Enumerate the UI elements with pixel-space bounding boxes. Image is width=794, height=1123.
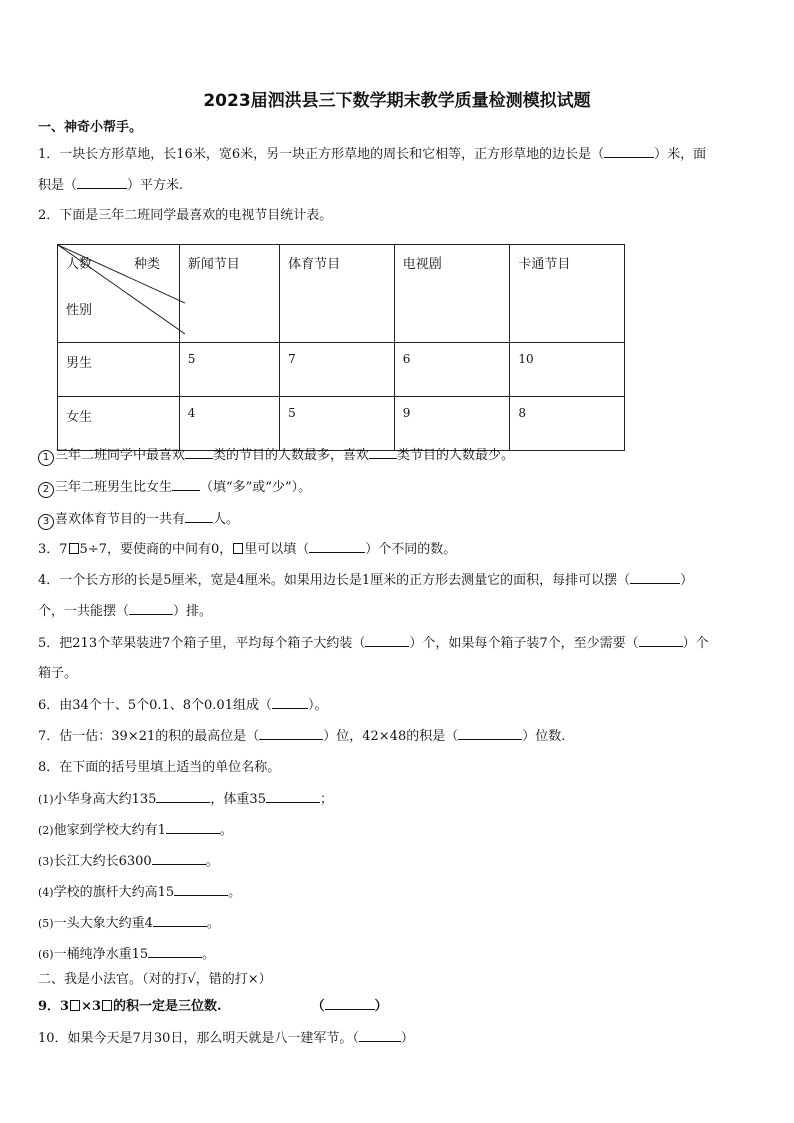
table-row-label: 女生	[58, 397, 180, 451]
answer-blank[interactable]	[174, 883, 228, 896]
answer-blank[interactable]	[148, 945, 202, 958]
page-title: 2023届泗洪县三下数学期末教学质量检测模拟试题	[203, 91, 591, 111]
question-6: 6．由34个十、5个0.1、8个0.01组成（ ）。	[38, 698, 328, 713]
answer-blank[interactable]	[604, 145, 654, 158]
blank-box-icon	[69, 543, 79, 554]
question-1-line-2: 积是（ ）平方米.	[38, 178, 184, 193]
question-10: 10．如果今天是7月30日，那么明天就是八一建军节。（ ）	[38, 1031, 414, 1046]
question-2-sub-3: 3 喜欢体育节目的一共有 人。	[38, 510, 239, 530]
answer-blank[interactable]	[630, 571, 680, 584]
question-9: 9．3 ×3 的积一定是三位数. （ ）	[38, 999, 388, 1014]
answer-blank[interactable]	[272, 696, 308, 709]
question-7: 7．估一估：39×21的积的最高位是（ ）位，42×48的积是（ ）位数.	[38, 729, 566, 744]
answer-blank[interactable]	[185, 446, 213, 459]
table-header-row	[58, 245, 625, 343]
question-8-item-2: (2)他家到学校大约有1 。	[38, 823, 233, 838]
table-cell: 9	[394, 397, 510, 451]
table-cell: 10	[510, 343, 625, 397]
question-2-intro: 2．下面是三年二班同学最喜欢的电视节目统计表。	[38, 208, 333, 223]
answer-blank[interactable]	[325, 997, 375, 1010]
table-header-cell: 电视剧	[394, 245, 510, 343]
blank-box-icon	[233, 543, 243, 554]
table-cell: 6	[394, 343, 510, 397]
table-header-cell: 新闻节目	[179, 245, 279, 343]
answer-blank[interactable]	[152, 852, 206, 865]
section-heading-1: 一、神奇小帮手。	[38, 120, 143, 135]
table-cell: 4	[179, 397, 279, 451]
answer-blank[interactable]	[639, 634, 683, 647]
table-row	[58, 343, 625, 397]
question-8-item-4: (4)学校的旗杆大约高15 。	[38, 885, 242, 900]
answer-blank[interactable]	[266, 790, 320, 803]
tv-program-table	[57, 244, 625, 451]
question-8-intro: 8．在下面的括号里填上适当的单位名称。	[38, 760, 281, 775]
answer-blank[interactable]	[365, 634, 409, 647]
question-8-item-6: (6)一桶纯净水重15 。	[38, 947, 216, 962]
table-cell: 7	[280, 343, 395, 397]
answer-blank[interactable]	[359, 1029, 401, 1042]
corner-label-top-right: 种类	[134, 257, 161, 272]
answer-blank[interactable]	[458, 727, 522, 740]
blank-box-icon	[70, 1000, 80, 1011]
table-corner-cell	[58, 245, 180, 343]
corner-label-bottom: 性别	[66, 303, 93, 318]
table-cell: 8	[510, 397, 625, 451]
circled-number: 1	[38, 450, 54, 466]
question-4-line-1: 4．一个长方形的长是5厘米，宽是4厘米。如果用边长是1厘米的正方形去测量它的面积，每排可以摆（ ）	[38, 573, 694, 588]
circled-number: 3	[38, 514, 54, 530]
answer-blank[interactable]	[172, 478, 200, 491]
question-8-item-3: (3)长江大约长6300 。	[38, 854, 219, 869]
blank-box-icon	[102, 1000, 112, 1011]
question-2-sub-2: 2 三年二班男生比女生 （填“多”或“少”）。	[38, 478, 311, 498]
question-1-line-1: 1．一块长方形草地，长16米，宽6米，另一块正方形草地的周长和它相等，正方形草地的边长是（ ）米，面	[38, 147, 707, 162]
question-8-item-5: (5)一头大象大约重4 。	[38, 916, 220, 931]
section-heading-2: 二、我是小法官。（对的打√，错的打×）	[38, 972, 272, 987]
question-2-sub-1: 1 三年二班同学中最喜欢 类的节目的人数最多，喜欢 类节目的人数最少。	[38, 446, 514, 466]
answer-blank[interactable]	[185, 510, 213, 523]
answer-blank[interactable]	[153, 914, 207, 927]
table-cell: 5	[179, 343, 279, 397]
answer-blank[interactable]	[77, 176, 127, 189]
question-5-line-2: 箱子。	[38, 666, 78, 681]
circled-number: 2	[38, 482, 54, 498]
answer-blank[interactable]	[259, 727, 323, 740]
question-8-item-1: (1)小华身高大约135 ，体重35 ；	[38, 792, 333, 807]
table-cell: 5	[280, 397, 395, 451]
question-5-line-1: 5．把213个苹果装进7个箱子里，平均每个箱子大约装（ ）个，如果每个箱子装7个，至少需要（ ）个	[38, 636, 709, 651]
table-header-cell: 体育节目	[280, 245, 395, 343]
answer-blank[interactable]	[129, 602, 173, 615]
answer-blank[interactable]	[369, 446, 397, 459]
table-row-label: 男生	[58, 343, 180, 397]
corner-label-top-left: 人数	[66, 257, 93, 272]
question-3: 3．7 5÷7，要使商的中间有0， 里可以填（ ）个不同的数。	[38, 542, 457, 557]
answer-blank[interactable]	[156, 790, 210, 803]
table-row	[58, 397, 625, 451]
table-header-cell: 卡通节目	[510, 245, 625, 343]
answer-blank[interactable]	[166, 821, 220, 834]
question-4-line-2: 个，一共能摆（ ）排。	[38, 604, 213, 619]
answer-blank[interactable]	[309, 540, 365, 553]
